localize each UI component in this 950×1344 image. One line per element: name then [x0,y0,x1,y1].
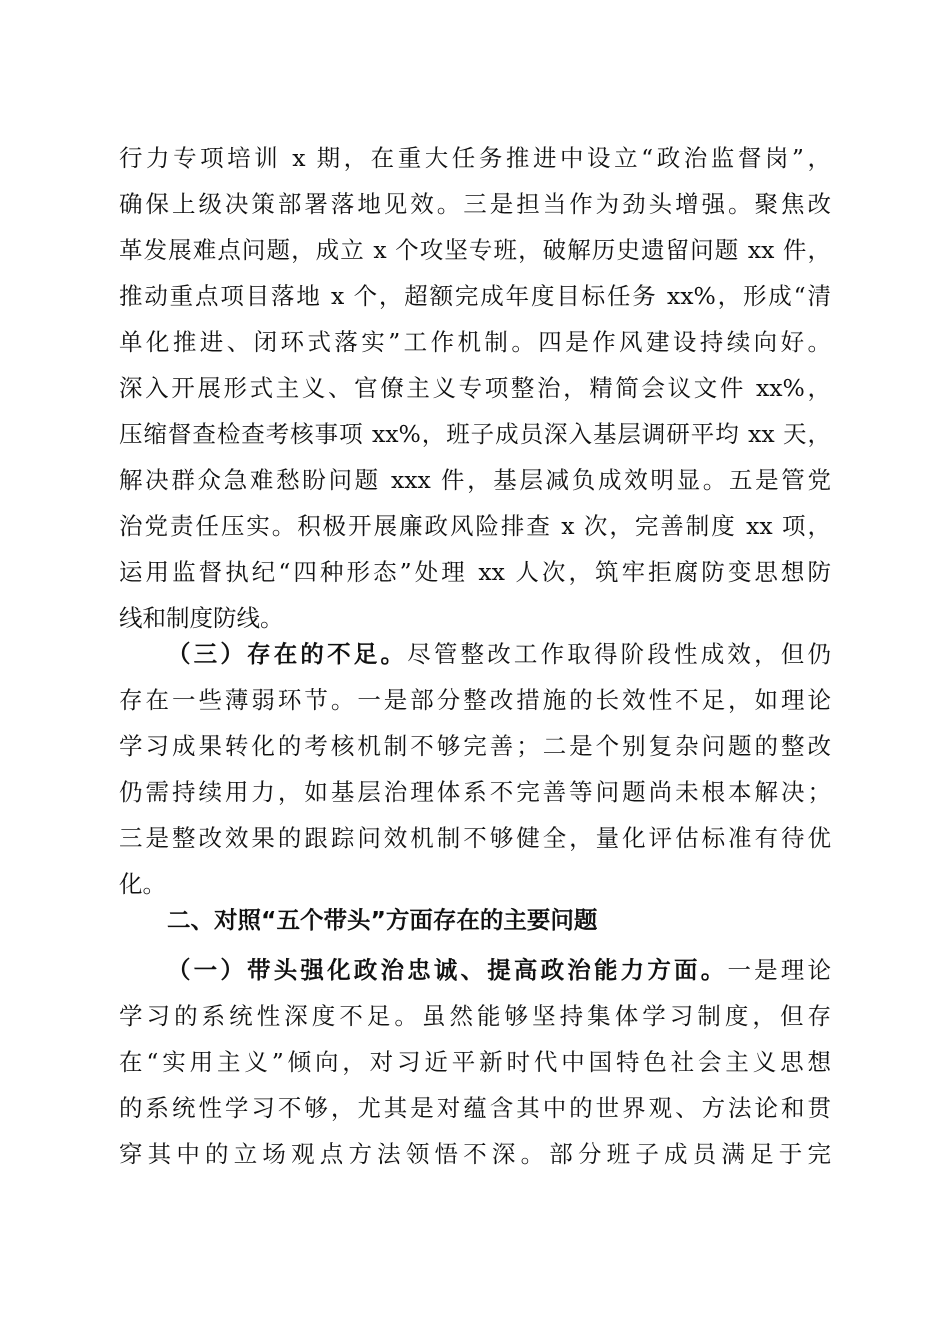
paragraph-first-line-text: 尽管整改工作取得阶段性成效，但仍 [407,640,831,668]
paragraph-first-line [119,631,831,677]
paragraph-line: 仍需持续用力，如基层治理体系不完善等问题尚未根本解决； [119,778,831,806]
subsection-lead: （一）带头强化政治忠诚、提高政治能力方面。 [167,956,728,984]
paragraph-line: 穿其中的立场观点方法领悟不深。部分班子成员满足于完 [119,1140,831,1168]
paragraph-line: 三是整改效果的跟踪问效机制不够健全，量化评估标准有待优 [119,824,831,852]
paragraph-line: 确保上级决策部署落地见效。三是担当作为劲头增强。聚焦改 [119,190,831,218]
paragraph-first-line-text: 一是理论 [727,956,831,984]
paragraph-line: 化。 [119,870,166,898]
paragraph-line: 的系统性学习不够，尤其是对蕴含其中的世界观、方法论和贯 [119,1094,831,1122]
paragraph-line: 学习的系统性深度不足。虽然能够坚持集体学习制度，但存 [119,1002,831,1030]
paragraph-shortcomings [119,631,831,907]
paragraph-line: 线和制度防线。 [119,604,284,632]
paragraph-achievements [119,135,831,641]
subsection-lead: （三）存在的不足。 [167,640,408,668]
section-heading: 二、对照“五个带头”方面存在的主要问题 [167,906,598,934]
paragraph-line: 行力专项培训 x 期，在重大任务推进中设立“政治监督岗”， [119,144,831,172]
paragraph-line: 治党责任压实。积极开展廉政风险排查 x 次，完善制度 xx 项， [119,512,831,540]
paragraph-line: 运用监督执纪“四种形态”处理 xx 人次，筑牢拒腐防变思想防 [119,558,831,586]
paragraph-line: 革发展难点问题，成立 x 个攻坚专班，破解历史遗留问题 xx 件， [119,236,831,264]
paragraph-line: 深入开展形式主义、官僚主义专项整治，精简会议文件 xx%， [119,374,831,402]
paragraph-line: 学习成果转化的考核机制不够完善；二是个别复杂问题的整改 [119,732,831,760]
paragraph-line: 单化推进、闭环式落实”工作机制。四是作风建设持续向好。 [119,328,831,356]
paragraph-line: 推动重点项目落地 x 个，超额完成年度目标任务 xx%，形成“清 [119,282,831,310]
paragraph-political-loyalty [119,947,831,1177]
paragraph-line: 存在一些薄弱环节。一是部分整改措施的长效性不足，如理论 [119,686,831,714]
paragraph-line: 压缩督查检查考核事项 xx%，班子成员深入基层调研平均 xx 天， [119,420,831,448]
paragraph-first-line [119,947,831,993]
paragraph-line: 解决群众急难愁盼问题 xxx 件，基层减负成效明显。五是管党 [119,466,831,494]
paragraph-line: 在“实用主义”倾向，对习近平新时代中国特色社会主义思想 [119,1048,831,1076]
